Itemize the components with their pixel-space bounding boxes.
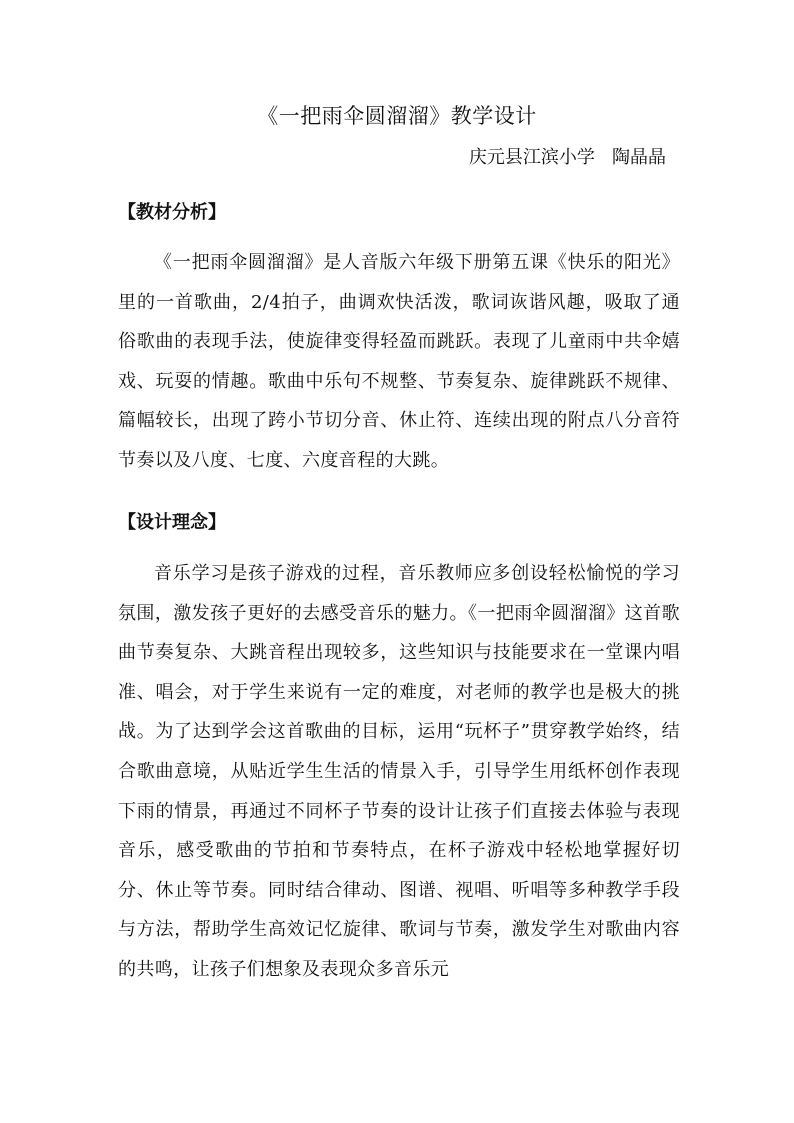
document-title: 《一把雨伞圆溜溜》教学设计	[257, 104, 537, 128]
section-heading-design-concept: 【设计理念】	[118, 512, 226, 533]
section-heading-material-analysis: 【教材分析】	[118, 202, 226, 223]
author-line: 庆元县江滨小学 陶晶晶	[468, 147, 666, 168]
section-body-design-concept: 音乐学习是孩子游戏的过程，音乐教师应多创设轻松愉悦的学习氛围，激发孩子更好的去感受音乐的魅力。《一把雨伞圆溜溜》这首歌曲节奏复杂、大跳音程出现较多，这些知识与技能要求在一堂课内唱准、唱会，对于学生来说有一定的难度，对老师的教学也是极大的挑战。为了达到学会这首歌曲的目标，运用“玩杯子”贯穿教学始终，结合歌曲意境，从贴近学生生活的情景入手，引导学生用纸杯创作表现下雨的情景，再通过不同杯子节奏的设计让孩子们直接去体验与表现音乐，感受歌曲的节拍和节奏特点，在杯子游戏中轻松地掌握好切分、休止等节奏。同时结合律动、图谱、视唱、听唱等多种教学手段与方法，帮助学生高效记忆旋律、歌词与节奏，激发学生对歌曲内容的共鸣，让孩子们想象及表现众多音乐元	[118, 563, 680, 980]
section-body-material-analysis: 《一把雨伞圆溜溜》是人音版六年级下册第五课《快乐的阳光》里的一首歌曲，2/4拍子，曲调欢快活泼，歌词诙谐风趣，吸取了通俗歌曲的表现手法，使旋律变得轻盈而跳跃。表现了儿童雨中共伞嬉戏、玩耍的情趣。歌曲中乐句不规整、节奏复杂、旋律跳跃不规律、篇幅较长，出现了跨小节切分音、休止符、连续出现的附点八分音符节奏以及八度、七度、六度音程的大跳。	[118, 252, 680, 471]
